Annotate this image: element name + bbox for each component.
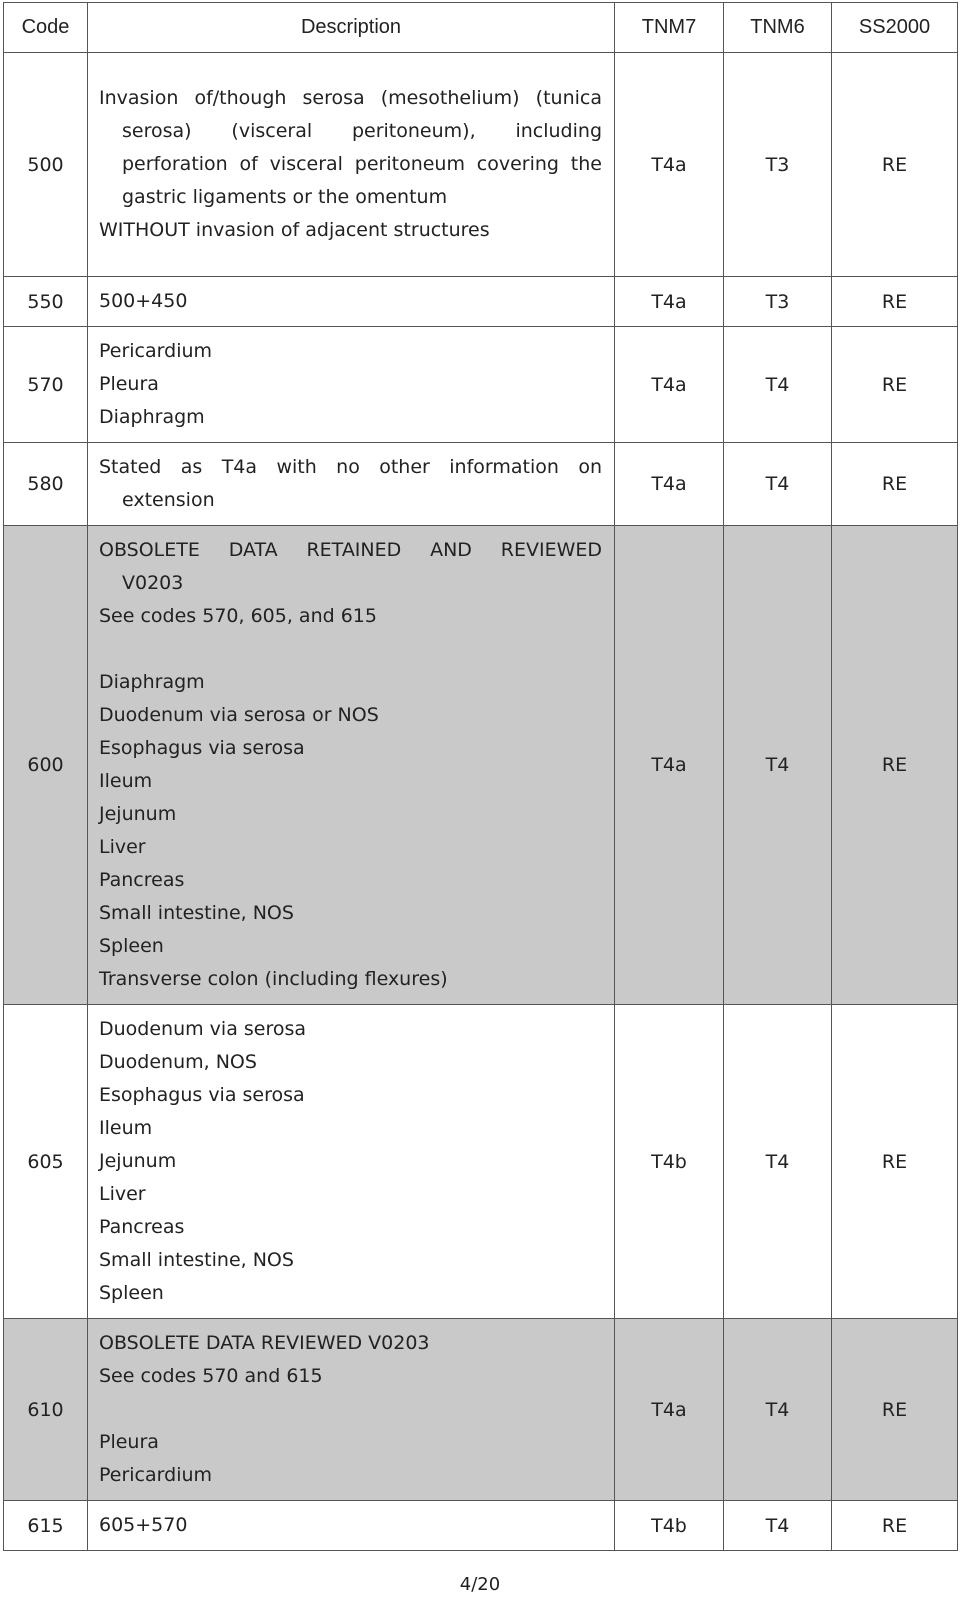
description-line: Pancreas	[99, 869, 185, 891]
cell-code: 610	[4, 1319, 88, 1501]
description-line: Ileum	[99, 1117, 153, 1139]
cell-tnm7: T4a	[615, 526, 724, 1005]
tnm-stage-table	[3, 2, 958, 1551]
header-description: Description	[88, 3, 615, 53]
cell-tnm7: T4b	[615, 1501, 724, 1551]
cell-tnm6: T4	[724, 1501, 832, 1551]
cell-description	[88, 1319, 615, 1501]
cell-tnm7: T4a	[615, 53, 724, 277]
header-ss2000: SS2000	[832, 3, 958, 53]
cell-tnm6: T3	[724, 277, 832, 327]
table-row	[4, 53, 958, 277]
table-row	[4, 526, 958, 1005]
cell-tnm6: T4	[724, 1319, 832, 1501]
cell-description	[88, 443, 615, 526]
description-line: Esophagus via serosa	[99, 1084, 305, 1106]
cell-code: 500	[4, 53, 88, 277]
description-line: 605+570	[99, 1514, 188, 1536]
cell-ss2000: RE	[832, 53, 958, 277]
description-line: Liver	[99, 836, 146, 858]
description-line: Pericardium	[99, 340, 213, 362]
description-line: Small intestine, NOS	[99, 902, 294, 924]
table-header-row	[4, 3, 958, 53]
cell-tnm6: T3	[724, 53, 832, 277]
description-line: Duodenum, NOS	[99, 1051, 257, 1073]
description-line: gastric ligaments or the omentum	[122, 186, 448, 208]
cell-ss2000: RE	[832, 1005, 958, 1319]
description-line: Spleen	[99, 935, 164, 957]
description-spacer	[99, 1393, 604, 1426]
cell-ss2000: RE	[832, 1501, 958, 1551]
table-row	[4, 1501, 958, 1551]
cell-description	[88, 1005, 615, 1319]
cell-tnm6: T4	[724, 443, 832, 526]
description-line: Jejunum	[99, 1150, 177, 1172]
table-row	[4, 1319, 958, 1501]
description-line: Jejunum	[99, 803, 177, 825]
description-line: 500+450	[99, 290, 188, 312]
cell-code: 550	[4, 277, 88, 327]
cell-ss2000: RE	[832, 327, 958, 443]
description-line: Pancreas	[99, 1216, 185, 1238]
table-row	[4, 277, 958, 327]
description-line: Duodenum via serosa	[99, 1018, 307, 1040]
description-line: Diaphragm	[99, 406, 205, 428]
cell-description	[88, 327, 615, 443]
cell-ss2000: RE	[832, 277, 958, 327]
description-line: Pleura	[99, 1431, 159, 1453]
cell-description	[88, 53, 615, 277]
page-number: 4/20	[459, 1574, 501, 1595]
description-line: Ileum	[99, 770, 153, 792]
cell-description	[88, 1501, 615, 1551]
description-line: Liver	[99, 1183, 146, 1205]
table-body	[4, 53, 958, 1551]
cell-code: 615	[4, 1501, 88, 1551]
cell-tnm7: T4a	[615, 327, 724, 443]
header-tnm6: TNM6	[724, 3, 832, 53]
header-tnm7: TNM7	[615, 3, 724, 53]
description-line: WITHOUT invasion of adjacent structures	[99, 219, 490, 241]
description-line: See codes 570 and 615	[99, 1365, 323, 1387]
cell-code: 570	[4, 327, 88, 443]
description-line: Esophagus via serosa	[99, 737, 305, 759]
cell-tnm6: T4	[724, 1005, 832, 1319]
cell-tnm7: T4a	[615, 443, 724, 526]
cell-code: 605	[4, 1005, 88, 1319]
description-line: Stated as T4a with no other information on	[99, 456, 602, 478]
cell-code: 600	[4, 526, 88, 1005]
description-line: Duodenum via serosa or NOS	[99, 704, 379, 726]
cell-ss2000: RE	[832, 526, 958, 1005]
description-line: Spleen	[99, 1282, 164, 1304]
cell-tnm7: T4a	[615, 1319, 724, 1501]
cell-code: 580	[4, 443, 88, 526]
description-line: Diaphragm	[99, 671, 205, 693]
header-code: Code	[4, 3, 88, 53]
description-line: OBSOLETE DATA RETAINED AND REVIEWED	[99, 539, 602, 561]
description-line: perforation of visceral peritoneum covering the	[122, 153, 602, 175]
description-line: Transverse colon (including flexures)	[99, 968, 448, 990]
cell-description	[88, 526, 615, 1005]
description-line: serosa) (visceral peritoneum), including	[122, 120, 602, 142]
description-line: See codes 570, 605, and 615	[99, 605, 377, 627]
cell-description	[88, 277, 615, 327]
description-line: Pericardium	[99, 1464, 213, 1486]
description-line: Pleura	[99, 373, 159, 395]
cell-tnm6: T4	[724, 526, 832, 1005]
cell-tnm6: T4	[724, 327, 832, 443]
description-spacer	[99, 633, 604, 666]
table-row	[4, 1005, 958, 1319]
cell-tnm7: T4b	[615, 1005, 724, 1319]
description-line: OBSOLETE DATA REVIEWED V0203	[99, 1332, 430, 1354]
table-row	[4, 443, 958, 526]
cell-ss2000: RE	[832, 443, 958, 526]
description-line: V0203	[122, 572, 184, 594]
cell-ss2000: RE	[832, 1319, 958, 1501]
description-line: Small intestine, NOS	[99, 1249, 294, 1271]
description-line: Invasion of/though serosa (mesothelium) (tunica	[99, 87, 602, 109]
cell-tnm7: T4a	[615, 277, 724, 327]
table-row	[4, 327, 958, 443]
description-line: extension	[122, 489, 215, 511]
